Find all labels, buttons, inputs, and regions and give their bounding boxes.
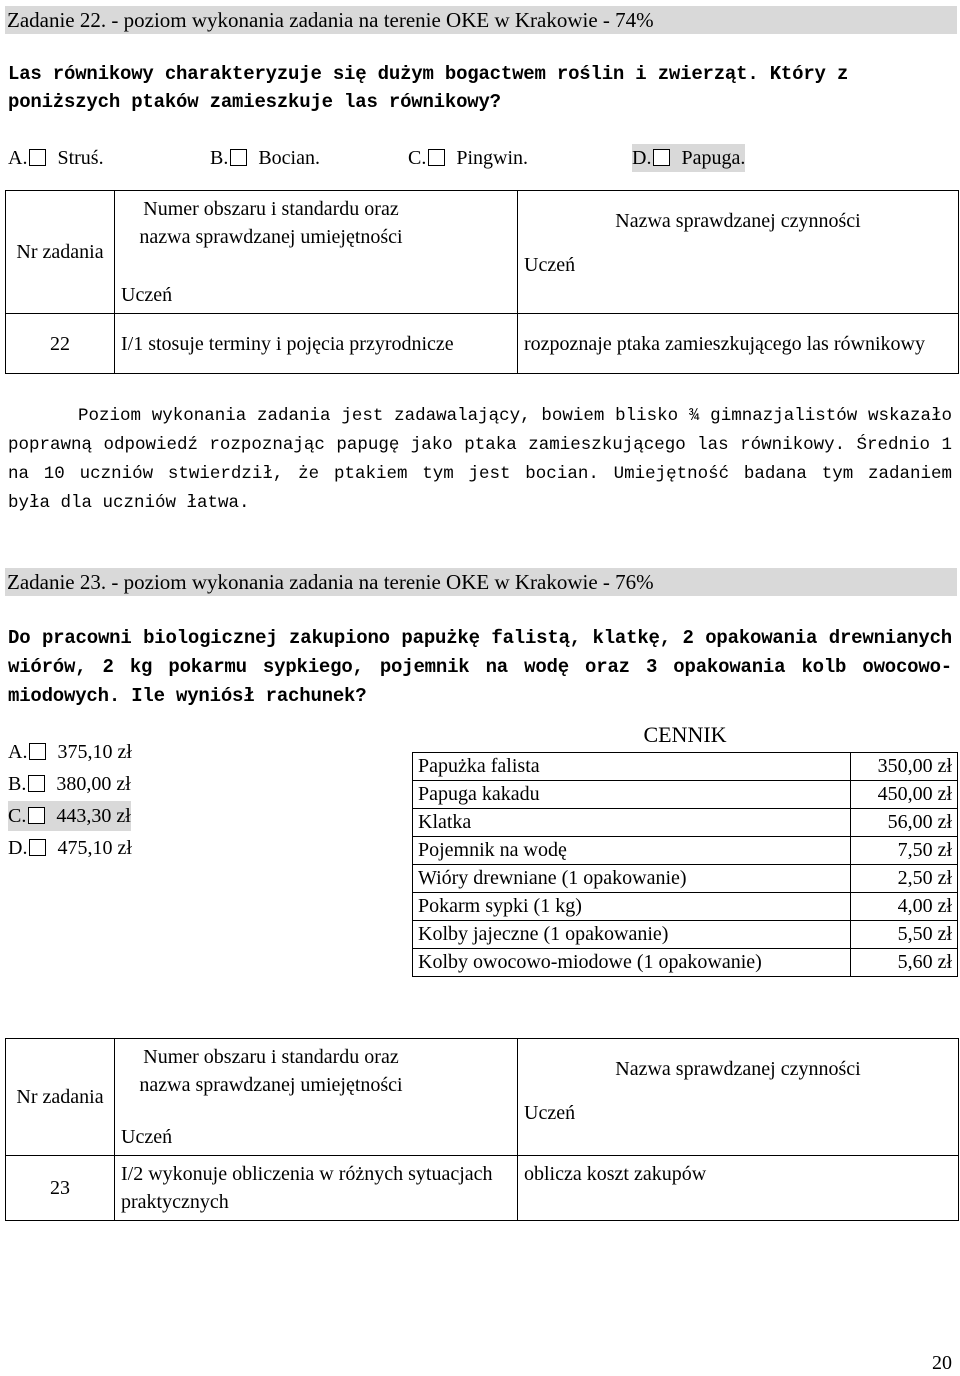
col-activity-header: Nazwa sprawdzanej czynności Uczeń [518, 1039, 959, 1156]
task22-heading: Zadanie 22. - poziom wykonania zadania na terenie OKE w Krakowie - 74% [5, 6, 957, 34]
task22-answer-b[interactable]: B. Bocian. [210, 147, 320, 169]
price-value: 56,00 zł [851, 809, 958, 837]
price-row [413, 837, 958, 865]
price-value: 350,00 zł [851, 753, 958, 781]
task23-answer-a[interactable]: A. 375,10 zł [8, 741, 132, 763]
price-value: 2,50 zł [851, 865, 958, 893]
checkbox-icon[interactable] [29, 149, 46, 166]
price-value: 450,00 zł [851, 781, 958, 809]
price-value: 5,60 zł [851, 949, 958, 977]
page-number: 20 [932, 1352, 952, 1374]
price-list-table [412, 752, 958, 977]
col-skill-header: Numer obszaru i standardu oraz nazwa sprawdzanej umiejętności Uczeń [115, 1039, 518, 1156]
price-row [413, 865, 958, 893]
task23-skill-table [5, 1038, 959, 1221]
task22-answer-d[interactable]: D. Papuga. [632, 144, 745, 172]
price-item: Wióry drewniane (1 opakowanie) [413, 865, 851, 893]
task22-answer-a[interactable]: A. Struś. [8, 147, 104, 169]
col-activity-header: Nazwa sprawdzanej czynności Uczeń [518, 191, 959, 314]
cennik-title: CENNIK [643, 722, 727, 747]
task23-answer-b[interactable]: B. 380,00 zł [8, 773, 131, 795]
task22-skill-table [5, 190, 959, 374]
checkbox-icon[interactable] [28, 775, 45, 792]
task22-comment: Poziom wykonania zadania jest zadawalający, bowiem blisko ¾ gimnazjalistów wskazało poprawną odpowiedź rozpoznając papugę jako ptaka zamieszkującego las równikowy. Średnio 1 na 10 uczniów stwierdził, że ptakiem tym jest bocian. Umiejętność badana tym zadaniem była dla uczniów łatwa. [8, 406, 952, 513]
checkbox-icon[interactable] [230, 149, 247, 166]
task23-answer-d[interactable]: D. 475,10 zł [8, 837, 132, 859]
price-item: Kolby owocowo-miodowe (1 opakowanie) [413, 949, 851, 977]
task22-skill: I/1 stosuje terminy i pojęcia przyrodnicze [115, 314, 518, 374]
col-nr-header: Nr zadania [6, 1039, 115, 1156]
checkbox-icon[interactable] [29, 743, 46, 760]
task23-heading: Zadanie 23. - poziom wykonania zadania na terenie OKE w Krakowie - 76% [5, 568, 957, 596]
price-item: Kolby jajeczne (1 opakowanie) [413, 921, 851, 949]
checkbox-icon[interactable] [28, 807, 45, 824]
price-row [413, 809, 958, 837]
price-item: Klatka [413, 809, 851, 837]
price-item: Papuga kakadu [413, 781, 851, 809]
task22-question: Las równikowy charakteryzuje się dużym bogactwem roślin i zwierząt. Który z poniższych ptaków zamieszkuje las równikowy? [8, 63, 849, 113]
checkbox-icon[interactable] [29, 839, 46, 856]
price-item: Pokarm sypki (1 kg) [413, 893, 851, 921]
price-row [413, 753, 958, 781]
checkbox-icon[interactable] [653, 149, 670, 166]
price-value: 5,50 zł [851, 921, 958, 949]
price-value: 7,50 zł [851, 837, 958, 865]
task23-skill: I/2 wykonuje obliczenia w różnych sytuacjach praktycznych [115, 1156, 518, 1221]
checkbox-icon[interactable] [428, 149, 445, 166]
price-item: Papużka falista [413, 753, 851, 781]
task23-question: Do pracowni biologicznej zakupiono papużkę falistą, klatkę, 2 opakowania drewnianych wiórów, 2 kg pokarmu sypkiego, pojemnik na wodę oraz 3 opakowania kolb owocowo-miodowych. Ile wyniósł rachunek? [8, 627, 952, 707]
price-row [413, 921, 958, 949]
task23-nr: 23 [6, 1156, 115, 1221]
price-item: Pojemnik na wodę [413, 837, 851, 865]
price-row [413, 781, 958, 809]
task22-answer-c[interactable]: C. Pingwin. [408, 147, 529, 169]
col-skill-header: Numer obszaru i standardu oraz nazwa sprawdzanej umiejętności Uczeń [115, 191, 518, 314]
task22-nr: 22 [6, 314, 115, 374]
price-row [413, 949, 958, 977]
col-nr-header: Nr zadania [6, 191, 115, 314]
task23-activity: oblicza koszt zakupów [518, 1156, 959, 1221]
task22-activity: rozpoznaje ptaka zamieszkującego las równikowy [518, 314, 959, 374]
price-value: 4,00 zł [851, 893, 958, 921]
task23-answer-c[interactable]: C. 443,30 zł [8, 801, 131, 831]
price-row [413, 893, 958, 921]
